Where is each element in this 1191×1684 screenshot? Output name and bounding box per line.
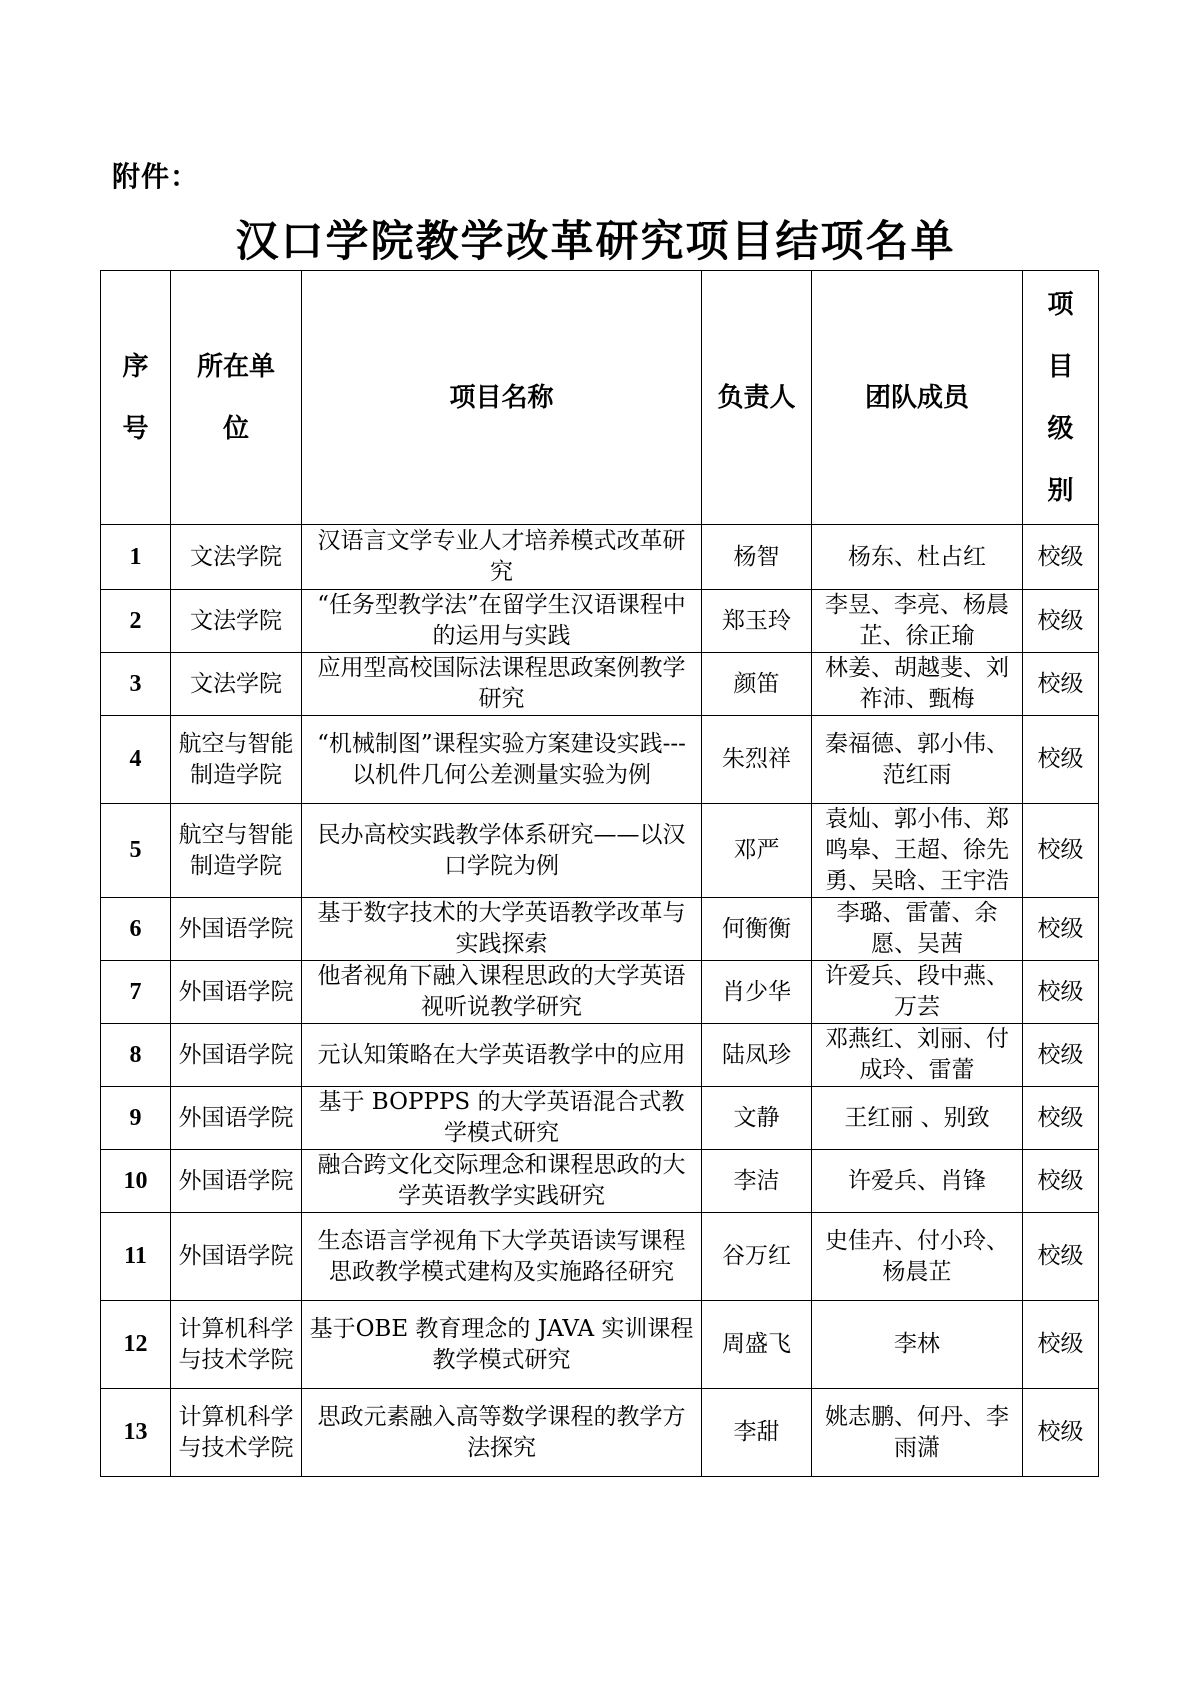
row-team-members: 林姜、胡越斐、刘祚沛、甄梅: [812, 653, 1023, 716]
row-serial-number: 2: [101, 590, 171, 653]
row-unit: 外国语学院: [171, 1024, 302, 1087]
row-team-members: 秦福德、郭小伟、范红雨: [812, 716, 1023, 804]
row-project-name: 基于OBE 教育理念的 JAVA 实训课程教学模式研究: [302, 1301, 702, 1389]
row-team-members: 姚志鹏、何丹、李雨潇: [812, 1389, 1023, 1477]
row-project-name: 基于数字技术的大学英语教学改革与实践探索: [302, 898, 702, 961]
row-project-name: 他者视角下融入课程思政的大学英语视听说教学研究: [302, 961, 702, 1024]
row-project-level: 校级: [1023, 1301, 1099, 1389]
row-team-members: 许爱兵、段中燕、万芸: [812, 961, 1023, 1024]
row-serial-number: 6: [101, 898, 171, 961]
table-row: [101, 1024, 1099, 1087]
row-project-level: 校级: [1023, 804, 1099, 898]
row-lead: 杨智: [702, 525, 812, 590]
header-unit: 所在单位: [171, 271, 302, 525]
table-row: [101, 1087, 1099, 1150]
project-table: [100, 270, 1099, 1477]
attachment-label: 附件：: [112, 160, 200, 193]
header-serial-number: 序号: [101, 271, 171, 525]
header-team-members: 团队成员: [812, 271, 1023, 525]
row-serial-number: 3: [101, 653, 171, 716]
row-team-members: 王红丽 、别致: [812, 1087, 1023, 1150]
row-unit: 外国语学院: [171, 1087, 302, 1150]
table-row: [101, 1213, 1099, 1301]
row-project-name: 元认知策略在大学英语教学中的应用: [302, 1024, 702, 1087]
table-row: [101, 1389, 1099, 1477]
row-project-level: 校级: [1023, 653, 1099, 716]
row-lead: 邓严: [702, 804, 812, 898]
row-project-name: 基于 BOPPPS 的大学英语混合式教学模式研究: [302, 1087, 702, 1150]
row-unit: 航空与智能制造学院: [171, 716, 302, 804]
table-header-row: [101, 271, 1099, 525]
row-project-name: 融合跨文化交际理念和课程思政的大学英语教学实践研究: [302, 1150, 702, 1213]
row-lead: 陆凤珍: [702, 1024, 812, 1087]
row-project-level: 校级: [1023, 961, 1099, 1024]
row-lead: 郑玉玲: [702, 590, 812, 653]
row-unit: 外国语学院: [171, 961, 302, 1024]
table-row: [101, 716, 1099, 804]
row-team-members: 李昱、李亮、杨晨芷、徐正瑜: [812, 590, 1023, 653]
row-team-members: 李璐、雷蕾、余愿、吴茜: [812, 898, 1023, 961]
row-lead: 何衡衡: [702, 898, 812, 961]
row-serial-number: 13: [101, 1389, 171, 1477]
row-serial-number: 4: [101, 716, 171, 804]
row-team-members: 史佳卉、付小玲、杨晨芷: [812, 1213, 1023, 1301]
row-project-level: 校级: [1023, 1024, 1099, 1087]
row-project-level: 校级: [1023, 525, 1099, 590]
row-serial-number: 7: [101, 961, 171, 1024]
header-project-level: 项目级别: [1023, 271, 1099, 525]
row-team-members: 许爱兵、肖锋: [812, 1150, 1023, 1213]
row-serial-number: 5: [101, 804, 171, 898]
row-project-level: 校级: [1023, 1150, 1099, 1213]
row-unit: 外国语学院: [171, 1213, 302, 1301]
row-project-name: 应用型高校国际法课程思政案例教学研究: [302, 653, 702, 716]
row-project-level: 校级: [1023, 590, 1099, 653]
table-row: [101, 898, 1099, 961]
row-project-name: 民办高校实践教学体系研究——以汉口学院为例: [302, 804, 702, 898]
row-team-members: 袁灿、郭小伟、郑鸣皋、王超、徐先勇、吴晗、王宇浩: [812, 804, 1023, 898]
row-lead: 周盛飞: [702, 1301, 812, 1389]
row-team-members: 邓燕红、刘丽、付成玲、雷蕾: [812, 1024, 1023, 1087]
row-lead: 朱烈祥: [702, 716, 812, 804]
row-serial-number: 10: [101, 1150, 171, 1213]
row-serial-number: 11: [101, 1213, 171, 1301]
table-row: [101, 1150, 1099, 1213]
header-project-name: 项目名称: [302, 271, 702, 525]
row-lead: 谷万红: [702, 1213, 812, 1301]
table-row: [101, 804, 1099, 898]
row-project-level: 校级: [1023, 898, 1099, 961]
row-unit: 计算机科学与技术学院: [171, 1301, 302, 1389]
row-unit: 文法学院: [171, 653, 302, 716]
row-project-level: 校级: [1023, 1087, 1099, 1150]
row-serial-number: 1: [101, 525, 171, 590]
row-project-level: 校级: [1023, 716, 1099, 804]
row-serial-number: 8: [101, 1024, 171, 1087]
row-project-name: 思政元素融入高等数学课程的教学方法探究: [302, 1389, 702, 1477]
row-unit: 文法学院: [171, 525, 302, 590]
table-row: [101, 590, 1099, 653]
row-team-members: 杨东、杜占红: [812, 525, 1023, 590]
table-row: [101, 1301, 1099, 1389]
row-project-name: “任务型教学法”在留学生汉语课程中的运用与实践: [302, 590, 702, 653]
row-team-members: 李林: [812, 1301, 1023, 1389]
row-unit: 外国语学院: [171, 898, 302, 961]
row-unit: 文法学院: [171, 590, 302, 653]
row-serial-number: 12: [101, 1301, 171, 1389]
row-lead: 颜笛: [702, 653, 812, 716]
row-lead: 李洁: [702, 1150, 812, 1213]
row-unit: 外国语学院: [171, 1150, 302, 1213]
row-serial-number: 9: [101, 1087, 171, 1150]
row-unit: 计算机科学与技术学院: [171, 1389, 302, 1477]
table-row: [101, 525, 1099, 590]
row-project-level: 校级: [1023, 1389, 1099, 1477]
row-project-name: 汉语言文学专业人才培养模式改革研究: [302, 525, 702, 590]
row-project-level: 校级: [1023, 1213, 1099, 1301]
table-row: [101, 653, 1099, 716]
row-unit: 航空与智能制造学院: [171, 804, 302, 898]
header-lead: 负责人: [702, 271, 812, 525]
row-project-name: 生态语言学视角下大学英语读写课程思政教学模式建构及实施路径研究: [302, 1213, 702, 1301]
document-title: 汉口学院教学改革研究项目结项名单: [235, 217, 956, 267]
row-project-name: “机械制图”课程实验方案建设实践---以机件几何公差测量实验为例: [302, 716, 702, 804]
row-lead: 肖少华: [702, 961, 812, 1024]
table-row: [101, 961, 1099, 1024]
row-lead: 文静: [702, 1087, 812, 1150]
row-lead: 李甜: [702, 1389, 812, 1477]
